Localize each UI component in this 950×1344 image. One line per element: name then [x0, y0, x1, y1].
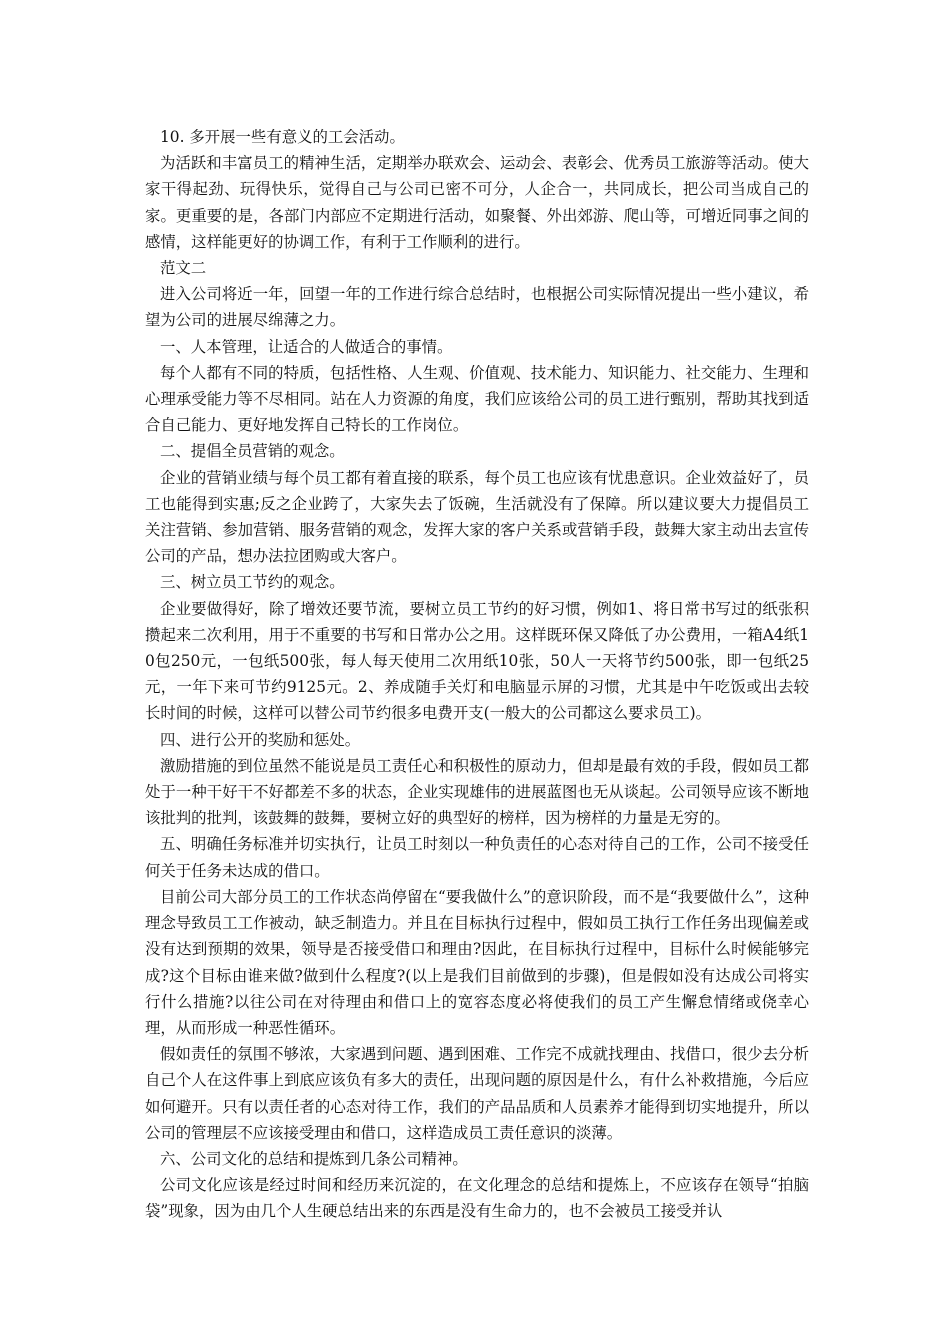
body-paragraph: 假如责任的氛围不够浓，大家遇到问题、遇到困难、工作完不成就找理由、找借口，很少去分析自己个人在这件事上到底应该负有多大的责任，出现问题的原因是什么，有什么补救措施，今后应如何避开。只有以责任者的心态对待工作，我们的产品品质和人员素养才能得到切实地提升，所以公司的管理层不应该接受理由和借口，这样造成员工责任意识的淡薄。	[145, 1045, 809, 1142]
body-paragraph: 目前公司大部分员工的工作状态尚停留在“要我做什么”的意识阶段，而不是“我要做什么”，这种理念导致员工工作被动，缺乏制造力。并且在目标执行过程中，假如员工执行工作任务出现偏差或没有达到预期的效果，领导是否接受借口和理由?因此，在目标执行过程中，目标什么时候能够完成?这个目标由谁来做?做到什么程度?(以上是我们目前做到的步骤)，但是假如没有达成公司将实行什么措施?以往公司在对待理由和借口上的宽容态度必将使我们的员工产生懈怠情绪或侥幸心理，从而形成一种恶性循环。	[145, 887, 809, 1037]
document-body	[145, 124, 809, 1225]
section-heading-2: 二、提倡全员营销的观念。	[160, 442, 345, 461]
section-heading-4: 四、进行公开的奖励和惩处。	[160, 730, 361, 749]
body-paragraph: 每个人都有不同的特质，包括性格、人生观、价值观、技术能力、知识能力、社交能力、生理和心理承受能力等不尽相同。站在人力资源的角度，我们应该给公司的员工进行甄别，帮助其找到适合自己能力、更好地发挥自己特长的工作岗位。	[145, 363, 809, 435]
section-heading-1: 一、人本管理，让适合的人做适合的事情。	[160, 337, 453, 356]
section-heading-3: 三、树立员工节约的观念。	[160, 573, 345, 592]
section-title-sample-two: 范文二	[160, 259, 207, 278]
section-heading-6: 六、公司文化的总结和提炼到几条公司精神。	[160, 1149, 468, 1168]
section-heading-5: 五、明确任务标准并切实执行，让员工时刻以一种负责任的心态对待自己的工作，公司不接受任何关于任务未达成的借口。	[145, 835, 809, 880]
intro-paragraph: 进入公司将近一年，回望一年的工作进行综合总结时，也根据公司实际情况提出一些小建议，希望为公司的进展尽绵薄之力。	[145, 285, 809, 330]
body-paragraph: 企业的营销业绩与每个员工都有着直接的联系，每个员工也应该有忧患意识。企业效益好了，员工也能得到实惠;反之企业跨了，大家失去了饭碗，生活就没有了保障。所以建议要大力提倡员工关注营销、参加营销、服务营销的观念，发挥大家的客户关系或营销手段，鼓舞大家主动出去宣传公司的产品，想办法拉团购或大客户。	[145, 468, 809, 566]
body-paragraph: 企业要做得好，除了增效还要节流，要树立员工节约的好习惯，例如1、将日常书写过的纸张积攒起来二次利用，用于不重要的书写和日常办公之用。这样既环保又降低了办公费用，一箱A4纸10包250元，一包纸500张，每人每天使用二次用纸10张，50人一天将节约500张，即一包纸25元，一年下来可节约9125元。2、养成随手关灯和电脑显示屏的习惯，尤其是中午吃饭或出去较长时间的时候，这样可以替公司节约很多电费开支(一般大的公司都这么要求员工)。	[145, 599, 809, 723]
body-paragraph: 公司文化应该是经过时间和经历来沉淀的，在文化理念的总结和提炼上，不应该存在领导“拍脑袋”现象，因为由几个人生硬总结出来的东西是没有生命力的，也不会被员工接受并认	[145, 1176, 809, 1221]
list-item-10-heading: 10. 多开展一些有意义的工会活动。	[160, 128, 405, 146]
body-paragraph: 为活跃和丰富员工的精神生活，定期举办联欢会、运动会、表彰会、优秀员工旅游等活动。使大家干得起劲、玩得快乐，觉得自己与公司已密不可分，人企合一，共同成长，把公司当成自己的家。更重要的是，各部门内部应不定期进行活动，如聚餐、外出郊游、爬山等，可增近同事之间的感情，这样能更好的协调工作，有利于工作顺利的进行。	[145, 154, 809, 251]
body-paragraph: 激励措施的到位虽然不能说是员工责任心和积极性的原动力，但却是最有效的手段，假如员工都处于一种干好干不好都差不多的状态，企业实现雄伟的进展蓝图也无从谈起。公司领导应该不断地该批判的批判，该鼓舞的鼓舞，要树立好的典型好的榜样，因为榜样的力量是无穷的。	[145, 756, 809, 828]
